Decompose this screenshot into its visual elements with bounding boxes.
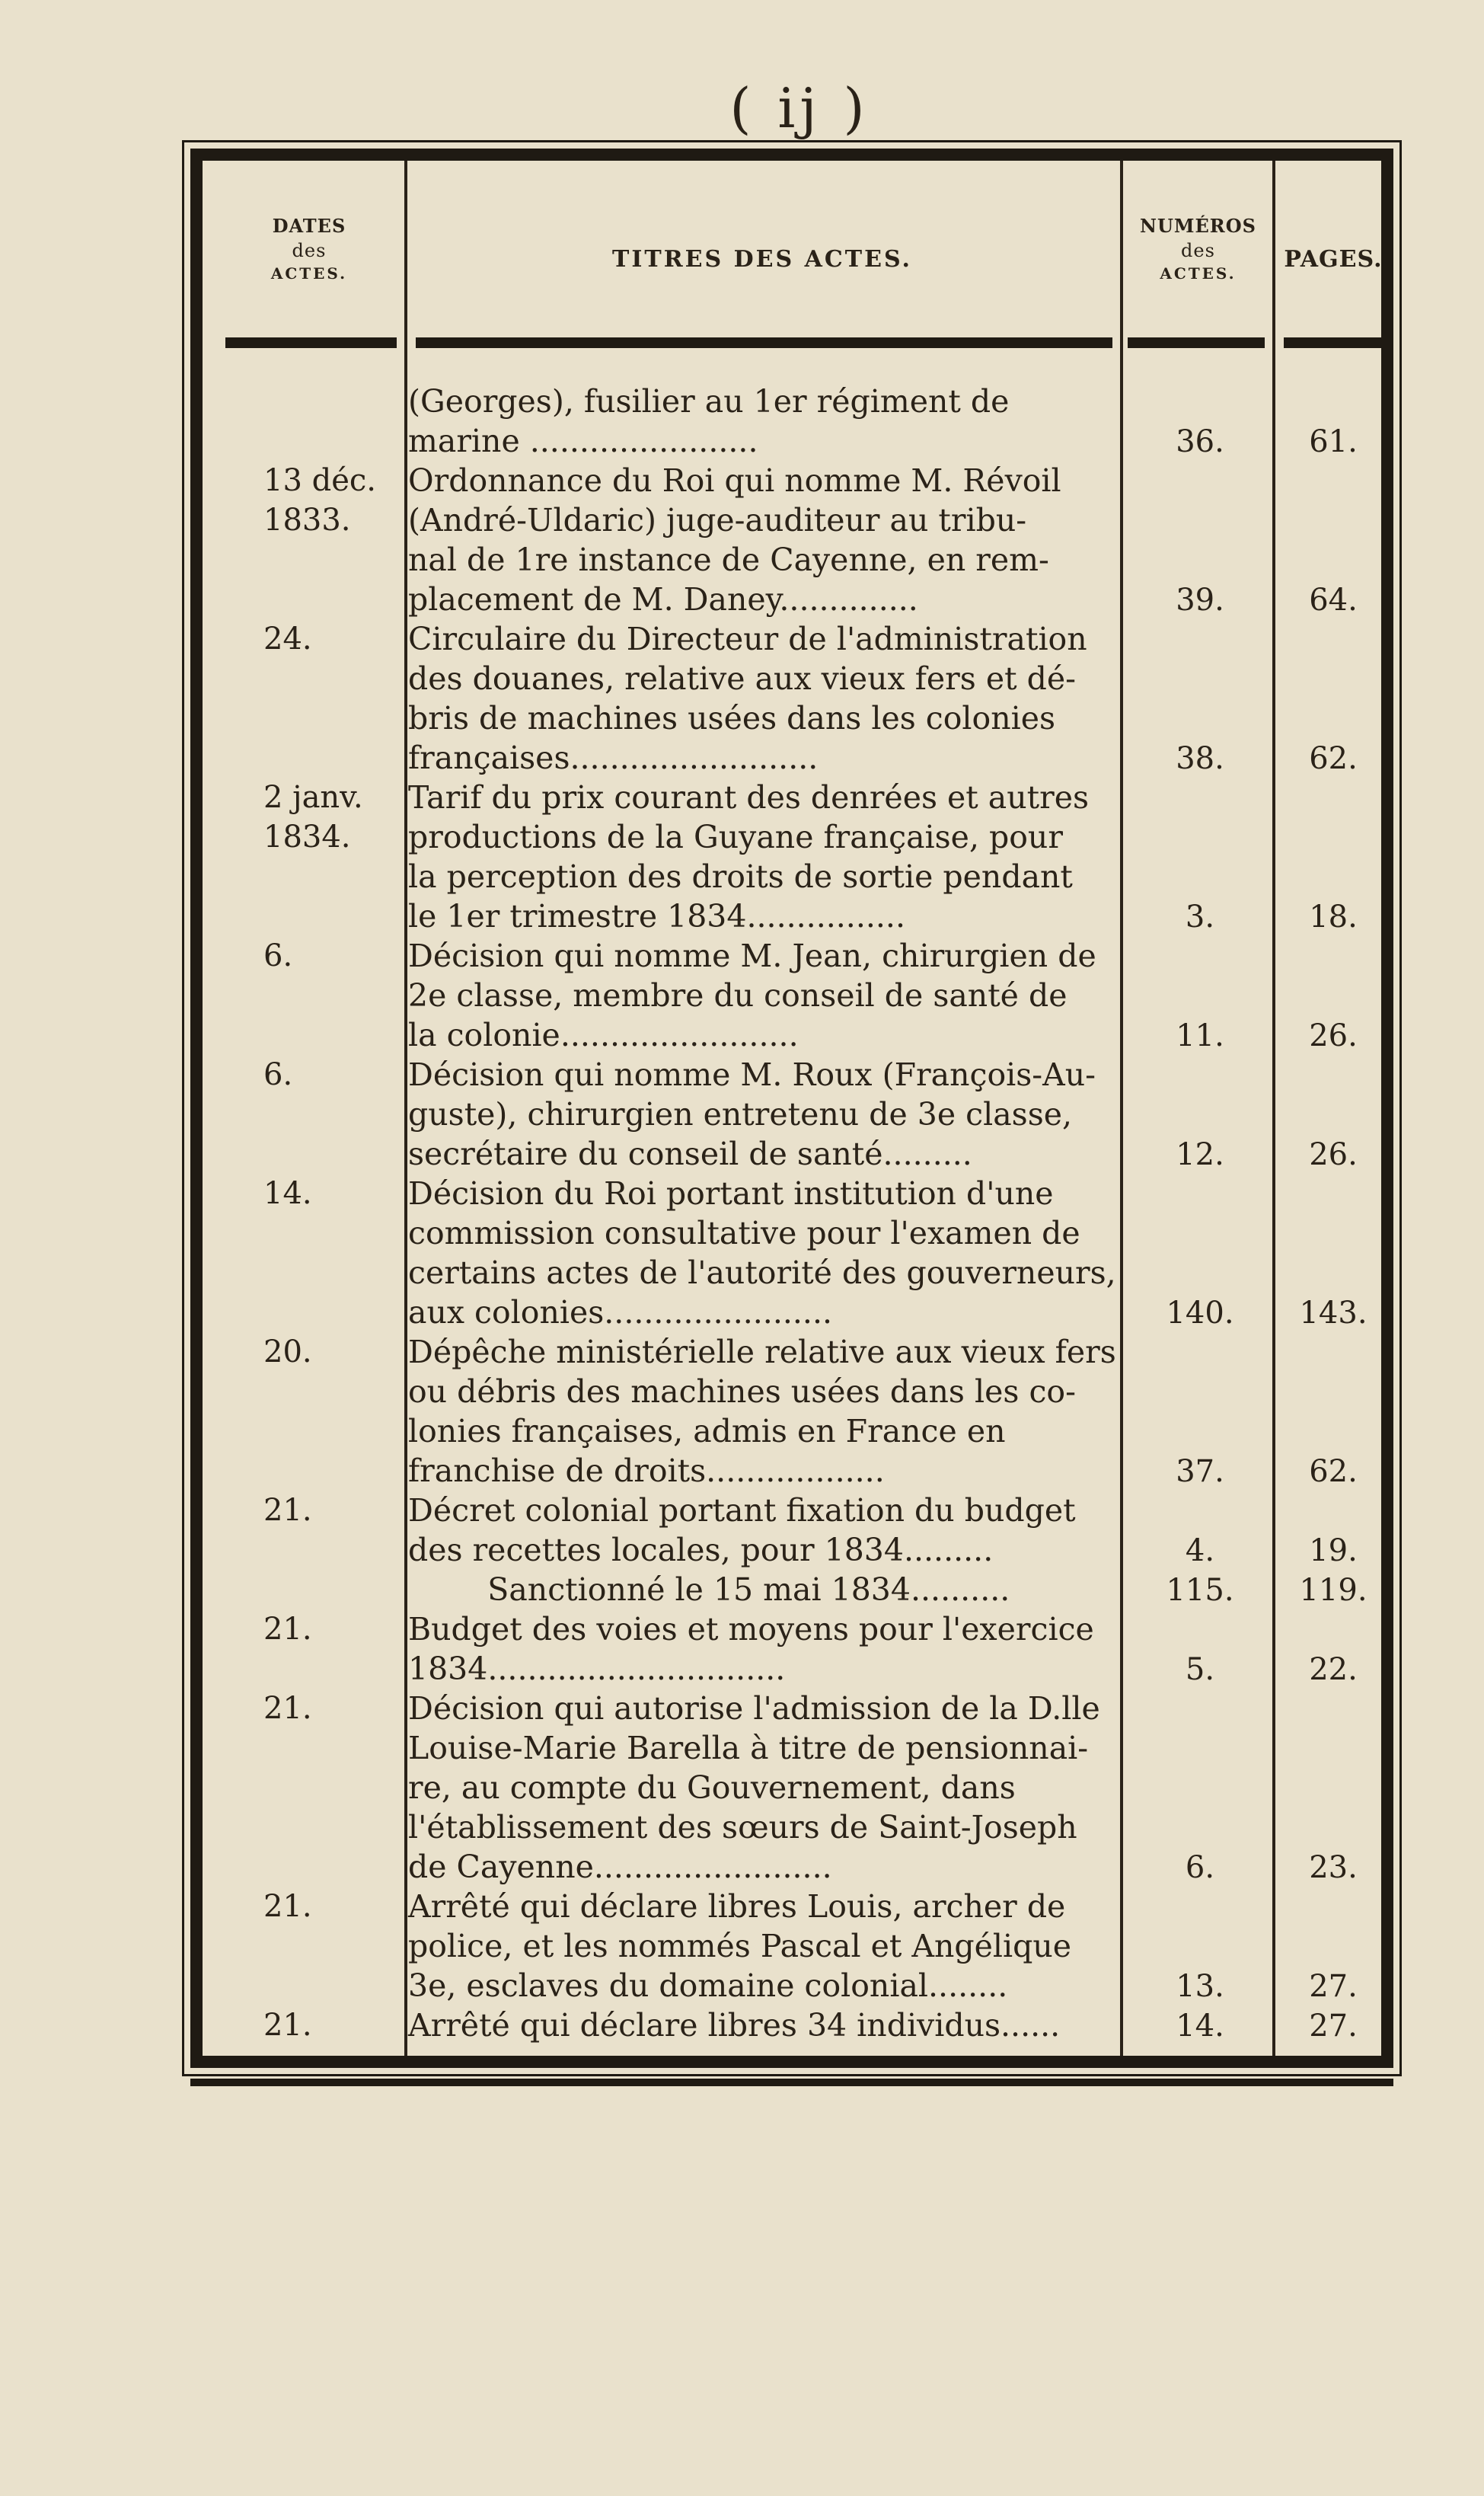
header-rule (416, 337, 1112, 348)
entry-title: Décret colonial portant fixation du budget des recettes locales, pour 1834......... (408, 1492, 1076, 1568)
entry-page: 62. (1309, 1454, 1358, 1489)
entry-title: Arrêté qui déclare libres Louis, archer de police, et les nommés Pascal et Angélique 3e, esclaves du domaine colonial........ (408, 1888, 1072, 2004)
entry-number: 36. (1176, 424, 1224, 459)
entry-date: 21. (263, 1889, 312, 1924)
entry-title: Décision qui nomme M. Roux (François-Au- guste), chirurgien entretenu de 3e classe, secrétaire du conseil de santé......... (408, 1056, 1096, 1172)
entry-date: 20. (263, 1334, 312, 1369)
entry-title: Tarif du prix courant des denrées et autres productions de la Guyane française, pour la perception des droits de sortie pendant le 1er trimestre 1834................ (408, 779, 1090, 935)
entry-number: 4. (1185, 1533, 1215, 1568)
entry-date: 21. (263, 1612, 312, 1647)
entry-title: Budget des voies et moyens pour l'exercice 1834.............................. (408, 1611, 1094, 1687)
header-dates: DATES des ACTES. (270, 215, 348, 283)
entry-number: 6. (1185, 1850, 1215, 1885)
entry-page: 27. (1309, 1969, 1358, 2004)
entry-number: 11. (1176, 1018, 1224, 1053)
entry-number: 3. (1185, 900, 1215, 935)
entry-title: Dépêche ministérielle relative aux vieux fers ou débris des machines usées dans les co- lonies françaises, admis en France en franchise de droits.................. (408, 1334, 1116, 1489)
entry-date: 21. (263, 1493, 312, 1528)
table-frame (190, 149, 1393, 2068)
entry-number: 13. (1176, 1969, 1224, 2004)
entry-title: Circulaire du Directeur de l'administration des douanes, relative aux vieux fers et dé- bris de machines usées dans les colonies françaises......................... (408, 621, 1087, 776)
entry-title: Décision qui autorise l'admission de la D.lle Louise-Marie Barella à titre de pensionnai- re, au compte du Gouvernement, dans l'établissement des sœurs de Saint-Joseph de Cayenne........................ (408, 1690, 1100, 1885)
entry-page: 19. (1309, 1533, 1358, 1568)
entry-date: 6. (263, 1057, 293, 1092)
entry-number: 140. (1166, 1296, 1234, 1331)
entry-page: 27. (1309, 2009, 1358, 2044)
header-numeros: NUMÉROS des ACTES. (1140, 215, 1256, 283)
entry-date: 14. (263, 1176, 312, 1211)
header-rule (1128, 337, 1265, 348)
entry-number: 39. (1176, 583, 1224, 618)
entry-page: 119. (1299, 1573, 1368, 1608)
entry-title: Ordonnance du Roi qui nomme M. Révoil (André-Uldaric) juge-auditeur au tribu- nal de 1re instance de Cayenne, en rem- placement de M. Daney.............. (408, 462, 1061, 618)
entry-date: 24. (263, 622, 312, 657)
entry-page: 22. (1309, 1652, 1358, 1687)
entry-title: Décision du Roi portant institution d'une commission consultative pour l'examen de certains actes de l'autorité des gouverneurs, aux colonies....................... (408, 1175, 1116, 1331)
entry-page: 23. (1309, 1850, 1358, 1885)
entry-page: 64. (1309, 583, 1358, 618)
header-titres: TITRES DES ACTES. (612, 246, 912, 273)
entry-page: 18. (1309, 900, 1358, 935)
entry-title: Décision qui nomme M. Jean, chirurgien de 2e classe, membre du conseil de santé de la colonie........................ (408, 938, 1096, 1053)
entry-number: 14. (1176, 2009, 1224, 2044)
entry-page: 26. (1309, 1018, 1358, 1053)
column-divider (1120, 161, 1123, 2056)
entry-page: 61. (1309, 424, 1358, 459)
page-number: ( ij ) (729, 76, 870, 140)
entry-date: 21. (263, 2008, 312, 2043)
entry-date: 13 déc. 1833. (263, 463, 377, 538)
entry-number: 115. (1166, 1573, 1234, 1608)
entry-page: 26. (1309, 1137, 1358, 1172)
entry-title: Sanctionné le 15 mai 1834.......... (408, 1571, 1010, 1608)
entry-number: 5. (1185, 1652, 1215, 1687)
entry-page: 62. (1309, 741, 1358, 776)
entry-title: Arrêté qui déclare libres 34 individus...... (408, 2007, 1061, 2044)
entry-title: (Georges), fusilier au 1er régiment de marine ....................... (408, 383, 1010, 459)
header-pages: PAGES. (1284, 246, 1383, 273)
entry-number: 12. (1176, 1137, 1224, 1172)
entry-number: 38. (1176, 741, 1224, 776)
header-rule (1284, 337, 1383, 348)
entry-page: 143. (1299, 1296, 1368, 1331)
entry-date: 2 janv. 1834. (263, 780, 363, 855)
entry-date: 21. (263, 1691, 312, 1726)
column-divider (404, 161, 407, 2056)
entry-number: 37. (1176, 1454, 1224, 1489)
header-rule (225, 337, 397, 348)
entry-date: 6. (263, 938, 293, 973)
